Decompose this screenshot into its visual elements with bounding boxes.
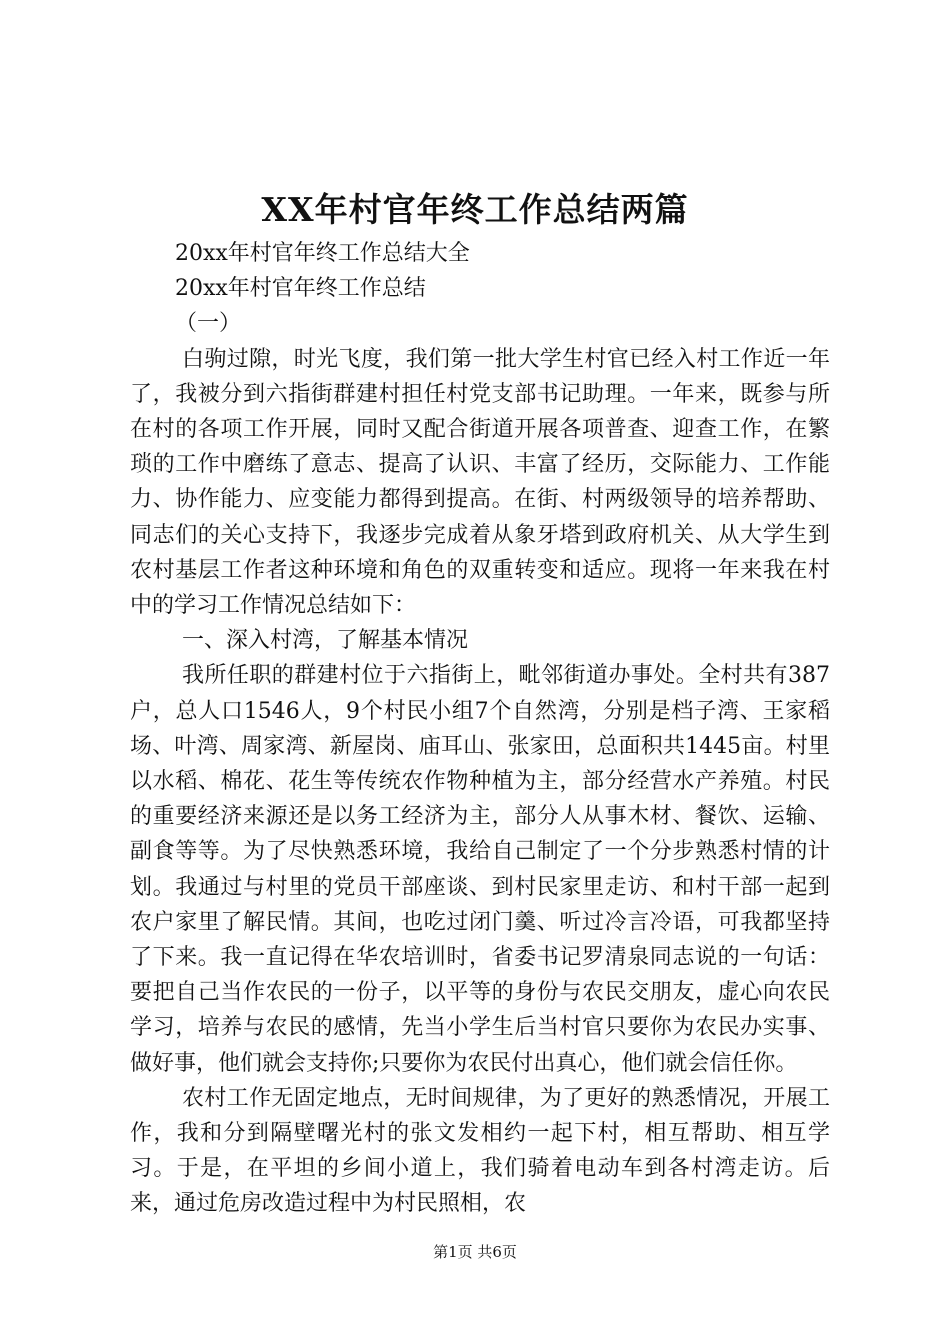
- document-body: [130, 236, 830, 1222]
- document-title: XX年村官年终工作总结两篇: [261, 190, 689, 229]
- page-footer: 第1页 共6页: [433, 1243, 517, 1261]
- paragraph-intro: 白驹过隙，时光飞度，我们第一批大学生村官已经入村工作近一年了，我被分到六指街群建村担任村党支部书记助理。一年来，既参与所在村的各项工作开展，同时又配合街道开展各项普查、迎查工作，在繁琐的工作中磨练了意志、提高了认识、丰富了经历，交际能力、工作能力、协作能力、应变能力都得到提高。在街、村两级领导的培养帮助、同志们的关心支持下，我逐步完成着从象牙塔到政府机关、从大学生到农村基层工作者这种环境和角色的双重转变和适应。现将一年来我在村中的学习工作情况总结如下：: [130, 346, 830, 619]
- subtitle-line-1: 20xx年村官年终工作总结大全: [175, 241, 470, 266]
- paragraph-fieldwork: 农村工作无固定地点，无时间规律，为了更好的熟悉情况，开展工作，我和分到隔壁曙光村的张文发相约一起下村，相互帮助、相互学习。于是，在平坦的乡间小道上，我们骑着电动车到各村湾走访。后来，通过危房改造过程中为村民照相，农: [130, 1085, 830, 1217]
- section-heading: 一、深入村湾，了解基本情况: [182, 628, 469, 654]
- part-label: （一）: [175, 311, 242, 337]
- paragraph-village-info: 我所任职的群建村位于六指街上，毗邻街道办事处。全村共有387户，总人口1546人，9个村民小组7个自然湾，分别是档子湾、王家稻场、叶湾、周家湾、新屋岗、庙耳山、张家田，总面积共1445亩。村里以水稻、棉花、花生等传统农作物种植为主，部分经营水产养殖。村民的重要经济来源还是以务工经济为主，部分人从事木材、餐饮、运输、副食等等。为了尽快熟悉环境，我给自己制定了一个分步熟悉村情的计划。我通过与村里的党员干部座谈、到村民家里走访、和村干部一起到农户家里了解民情。其间，也吃过闭门羹、听过冷言冷语，可我都坚持了下来。我一直记得在华农培训时，省委书记罗清泉同志说的一句话：要把自己当作农民的一份子，以平等的身份与农民交朋友，虚心向农民学习，培养与农民的感情，先当小学生后当村官只要你为农民办实事、做好事，他们就会支持你;只要你为农民付出真心，他们就会信任你。: [130, 663, 830, 1076]
- subtitle-line-2: 20xx年村官年终工作总结: [175, 276, 426, 302]
